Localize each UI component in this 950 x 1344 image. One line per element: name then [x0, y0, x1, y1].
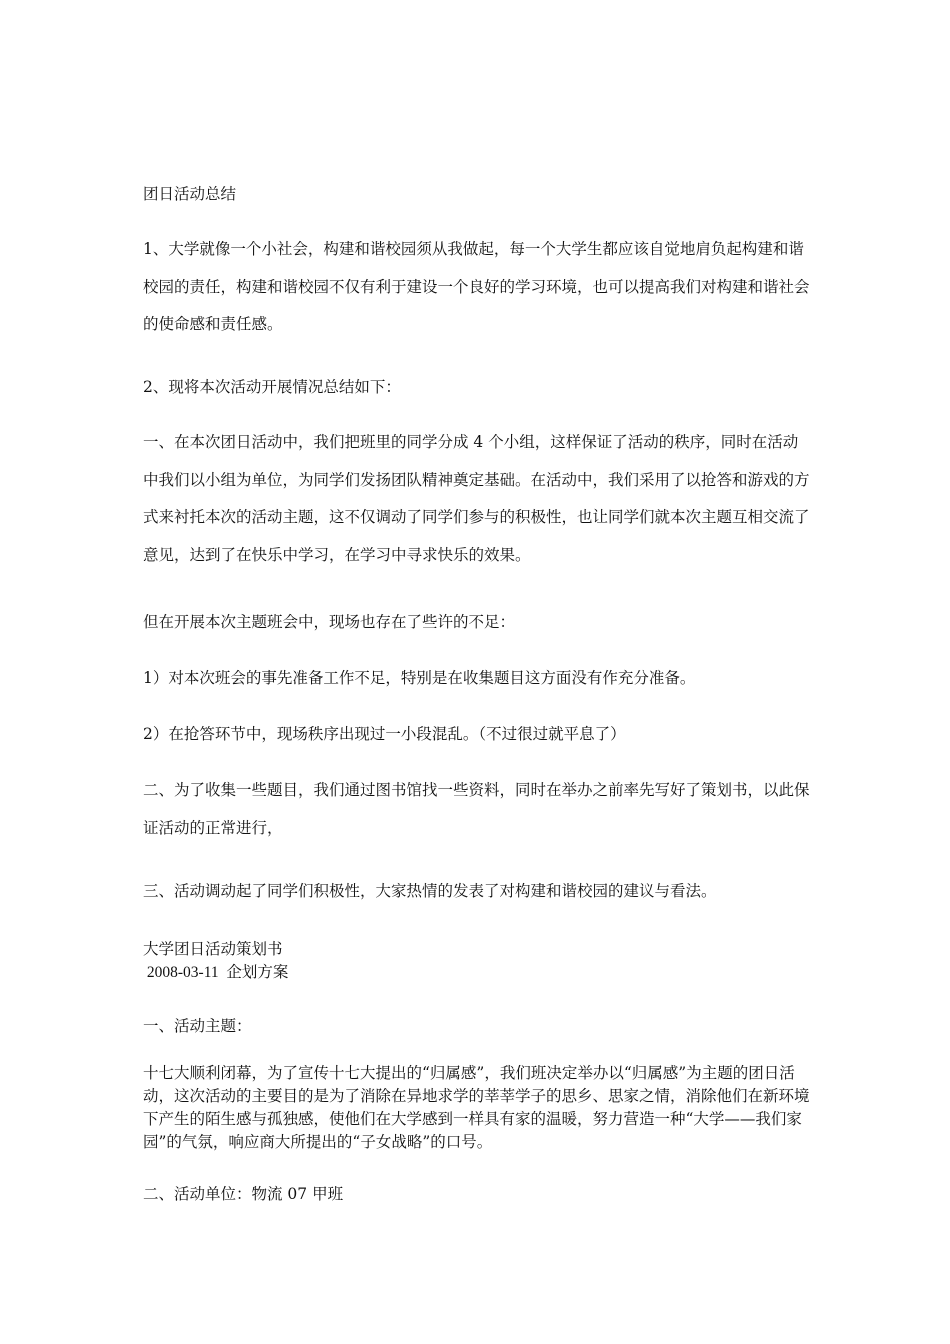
date-line: 2008-03-11 企划方案 — [143, 964, 289, 981]
paragraph-8: 三、活动调动起了同学们积极性，大家热情的发表了对构建和谐校园的建议与看法。 — [143, 882, 717, 900]
paragraph-7: 二、为了收集一些题目，我们通过图书馆找一些资料，同时在举办之前率先写好了策划书，以此保证活动的正常进行， — [143, 781, 810, 837]
section-2-heading: 二、活动单位：物流 07 甲班 — [143, 1185, 344, 1203]
summary-title: 团日活动总结 — [143, 185, 237, 203]
plan-title: 大学团日活动策划书 — [143, 940, 283, 958]
paragraph-1: 1、大学就像一个小社会，构建和谐校园须从我做起，每一个大学生都应该自觉地肩负起构建和谐校园的责任，构建和谐校园不仅有利于建设一个良好的学习环境，也可以提高我们对构建和谐社会的使命感和责任感。 — [143, 240, 810, 333]
paragraph-6: 2）在抢答环节中，现场秩序出现过一小段混乱。（不过很过就平息了） — [143, 725, 626, 743]
paragraph-2: 2、现将本次活动开展情况总结如下： — [143, 378, 401, 396]
paragraph-3: 一、在本次团日活动中，我们把班里的同学分成 4 个小组，这样保证了活动的秩序，同时在活动中我们以小组为单位，为同学们发扬团队精神奠定基础。在活动中，我们采用了以抢答和游戏的方式来衬托本次的活动主题，这不仅调动了同学们参与的积极性，也让同学们就本次主题互相交流了意见，达到了在快乐中学习，在学习中寻求快乐的效果。 — [143, 433, 810, 564]
paragraph-9: 十七大顺利闭幕，为了宣传十七大提出的“归属感”，我们班决定举办以“归属感”为主题的团日活动，这次活动的主要目的是为了消除在异地求学的莘莘学子的思乡、思家之情，消除他们在新环境下产生的陌生感与孤独感，使他们在大学感到一样具有家的温暖，努力营造一种“大学——我们家园”的气氛，响应商大所提出的“子女战略”的口号。 — [143, 1064, 810, 1151]
paragraph-5: 1）对本次班会的事先准备工作不足，特别是在收集题目这方面没有作充分准备。 — [143, 669, 696, 687]
section-1-heading: 一、活动主题： — [143, 1017, 252, 1035]
paragraph-4: 但在开展本次主题班会中，现场也存在了些许的不足： — [143, 613, 516, 631]
